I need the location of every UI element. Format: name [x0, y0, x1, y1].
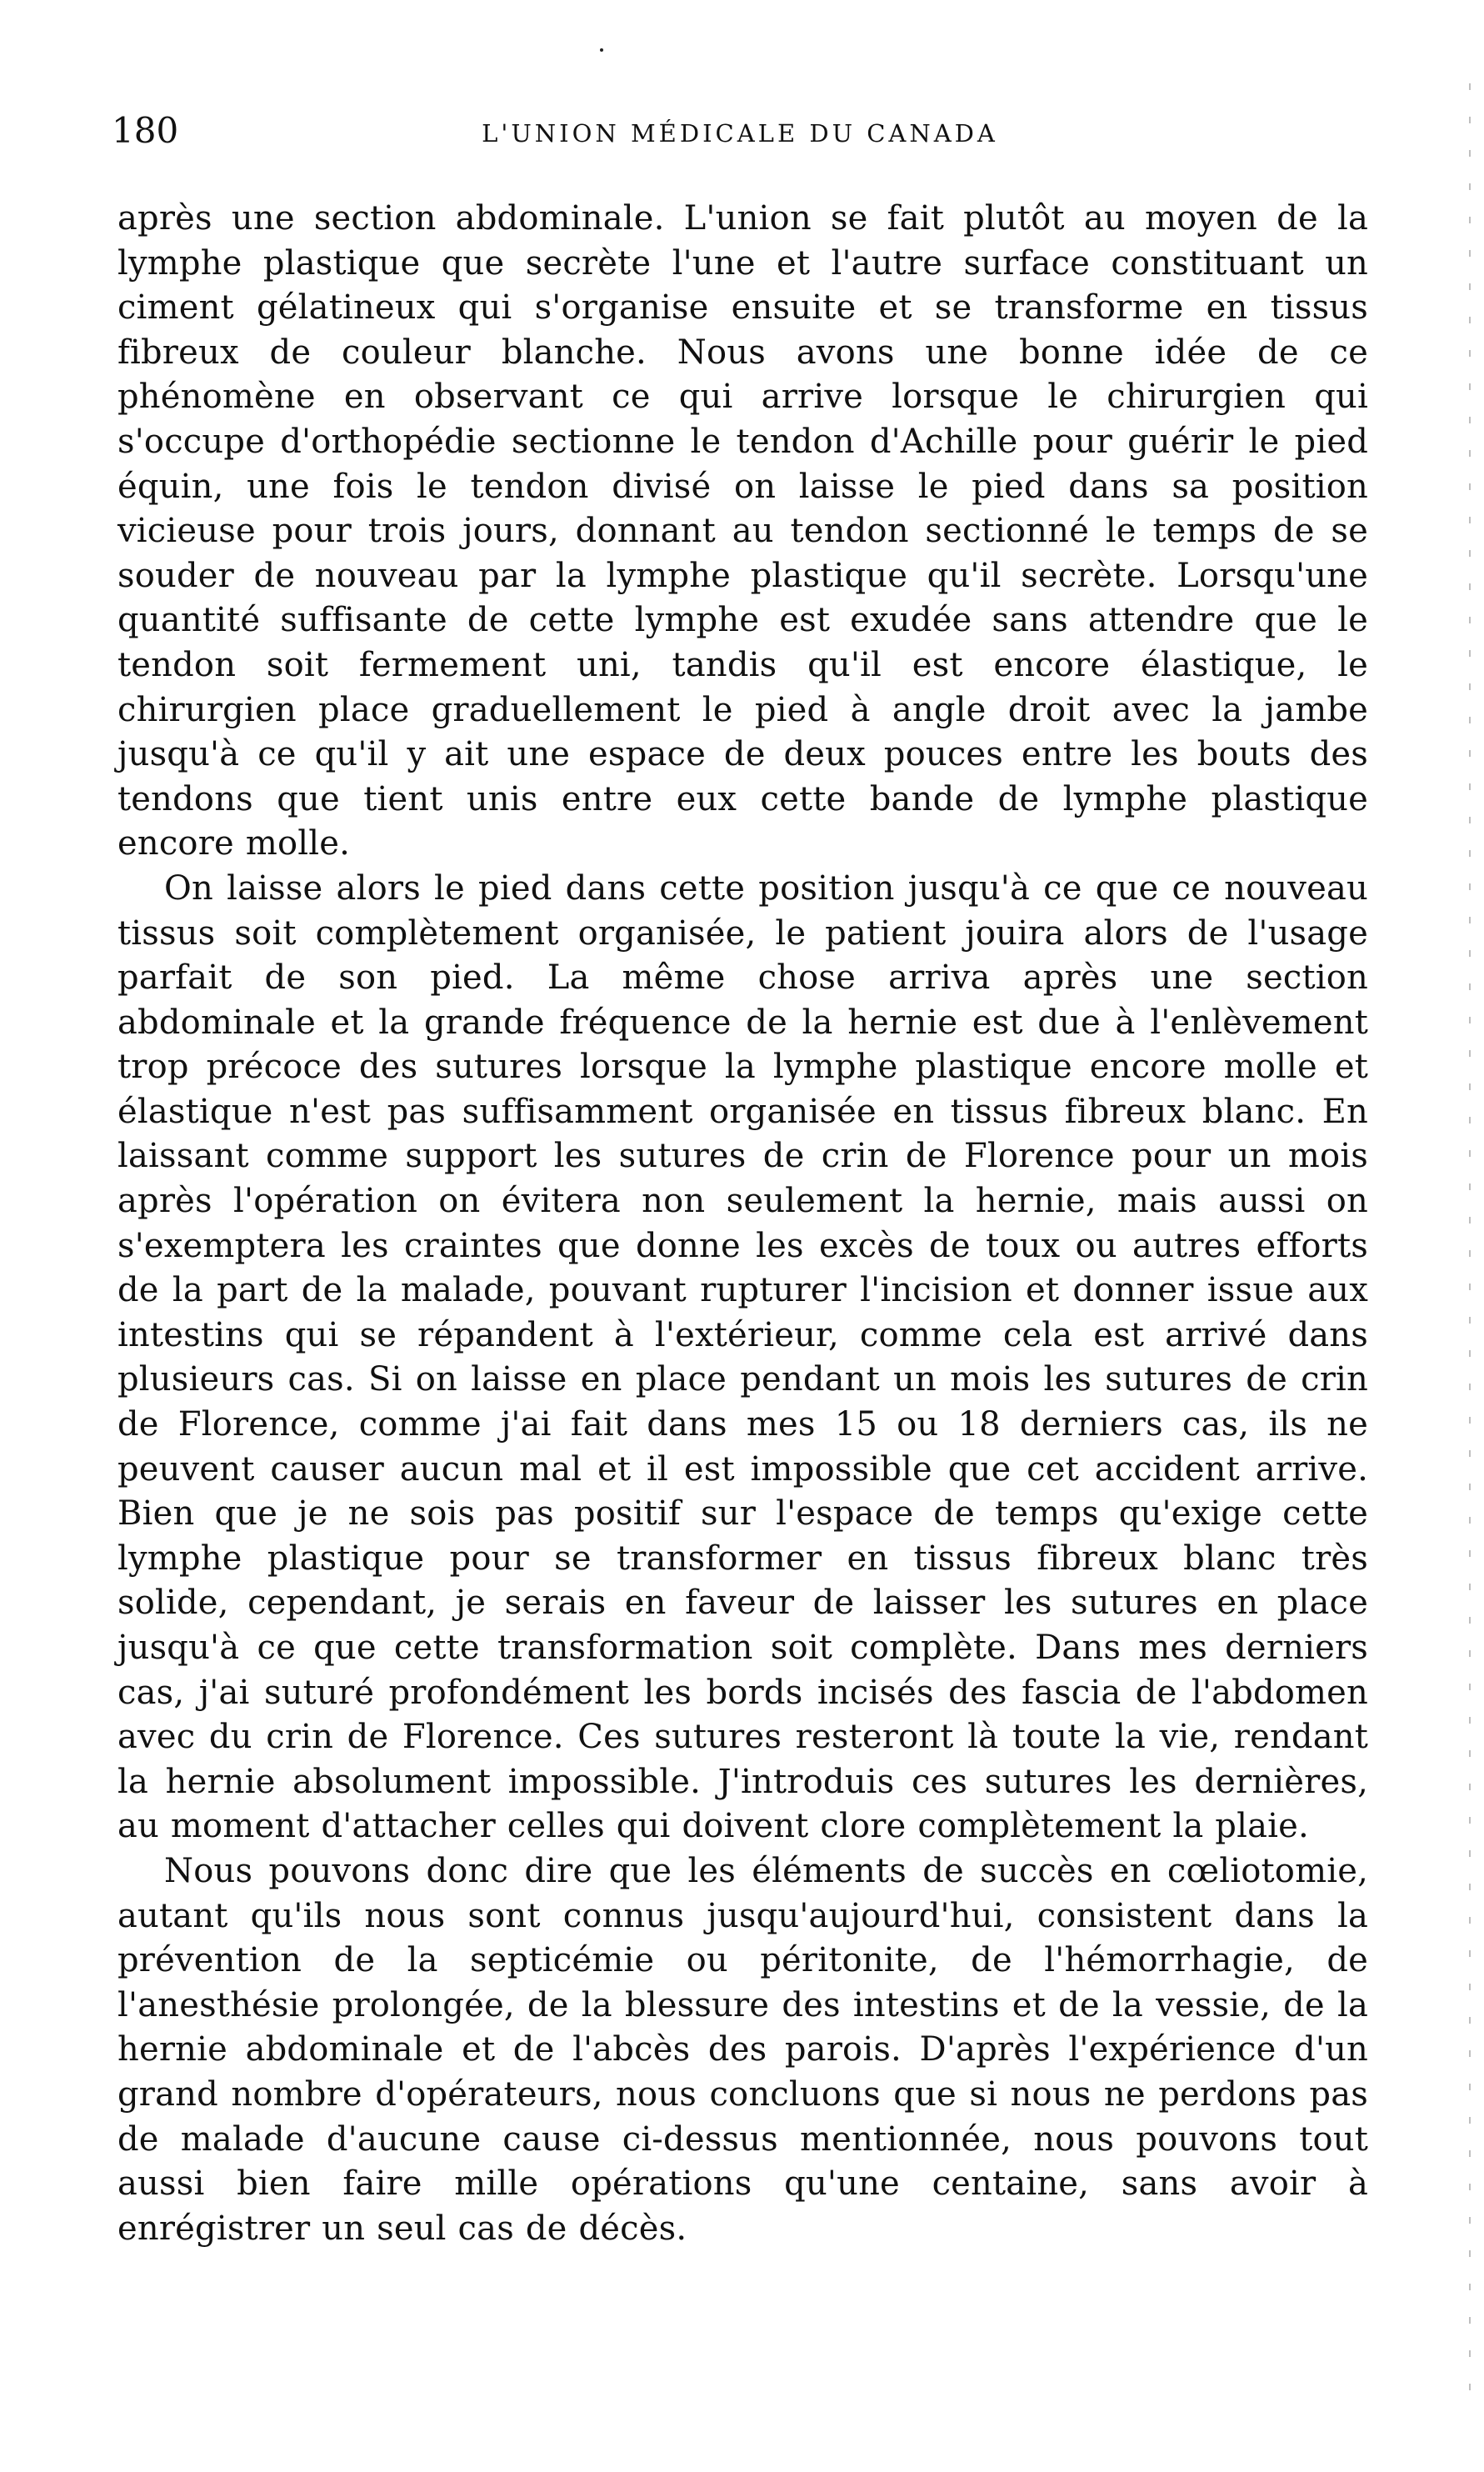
page-number: 180 — [112, 110, 179, 151]
article-body — [117, 197, 1368, 2251]
page-header — [112, 110, 1368, 163]
scan-edge-artifact — [1469, 83, 1471, 2400]
paragraph-2: On laisse alors le pied dans cette position jusqu'à ce que ce nouveau tissus soit complètement organisée, le patient jouira alors de l'usage parfait de son pied. La même chose arriva après une section abdominale et la grande fréquence de la hernie est due à l'enlèvement trop précoce des sutures lorsque la lymphe plastique encore molle et élastique n'est pas suffisamment organisée en tissus fibreux blanc. En laissant comme support les sutures de crin de Florence pour un mois après l'opération on évitera non seulement la hernie, mais aussi on s'exemptera les craintes que donne les excès de toux ou autres efforts de la part de la malade, pouvant rupturer l'incision et donner issue aux intestins qui se répandent à l'extérieur, comme cela est arrivé dans plusieurs cas. Si on laisse en place pendant un mois les sutures de crin de Florence, comme j'ai fait dans mes 15 ou 18 derniers cas, ils ne peuvent causer aucun mal et il est impossible que cet accident arrive. Bien que je ne sois pas positif sur l'espace de temps qu'exige cette lymphe plastique pour se transformer en tissus fibreux blanc très solide, cependant, je serais en faveur de laisser les sutures en place jusqu'à ce que cette transformation soit complète. Dans mes derniers cas, j'ai suturé profondément les bords incisés des fascia de l'abdomen avec du crin de Florence. Ces sutures resteront là toute la vie, rendant la hernie absolument impossible. J'introduis ces sutures les dernières, au moment d'attacher celles qui doivent clore complètement la plaie. — [117, 868, 1368, 1846]
paragraph-3: Nous pouvons donc dire que les éléments de succès en cœliotomie, autant qu'ils nous sont connus jusqu'aujourd'hui, consistent dans la prévention de la septicémie ou péritonite, de l'hémorrhagie, de l'anesthésie prolongée, de la blessure des intestins et de la vessie, de la hernie abdominale et de l'abcès des parois. D'après l'expérience d'un grand nombre d'opérateurs, nous concluons que si nous ne perdons pas de malade d'aucune cause ci-dessus mentionnée, nous pouvons tout aussi bien faire mille opérations qu'une centaine, sans avoir à enrégistrer un seul cas de décès. — [117, 1851, 1368, 2248]
running-title: L'UNION MÉDICALE DU CANADA — [482, 119, 998, 148]
paragraph-1: après une section abdominale. L'union se fait plutôt au moyen de la lymphe plastique que secrète l'une et l'autre surface constituant un ciment gélatineux qui s'organise ensuite et se transforme en tissus fibreux de couleur blanche. Nous avons une bonne idée de ce phénomène en observant ce qui arrive lorsque le chirurgien qui s'occupe d'orthopédie sectionne le tendon d'Achille pour guérir le pied équin, une fois le tendon divisé on laisse le pied dans sa position vicieuse pour trois jours, donnant au tendon sectionné le temps de se souder de nouveau par la lymphe plastique qu'il secrète. Lorsqu'une quantité suffisante de cette lymphe est exudée sans attendre que le tendon soit fermement uni, tandis qu'il est encore élastique, le chirurgien place graduellement le pied à angle droit avec la jambe jusqu'à ce qu'il y ait une espace de deux pouces entre les bouts des tendons que tient unis entre eux cette bande de lymphe plastique encore molle. — [117, 199, 1368, 863]
scan-speck — [600, 48, 603, 52]
